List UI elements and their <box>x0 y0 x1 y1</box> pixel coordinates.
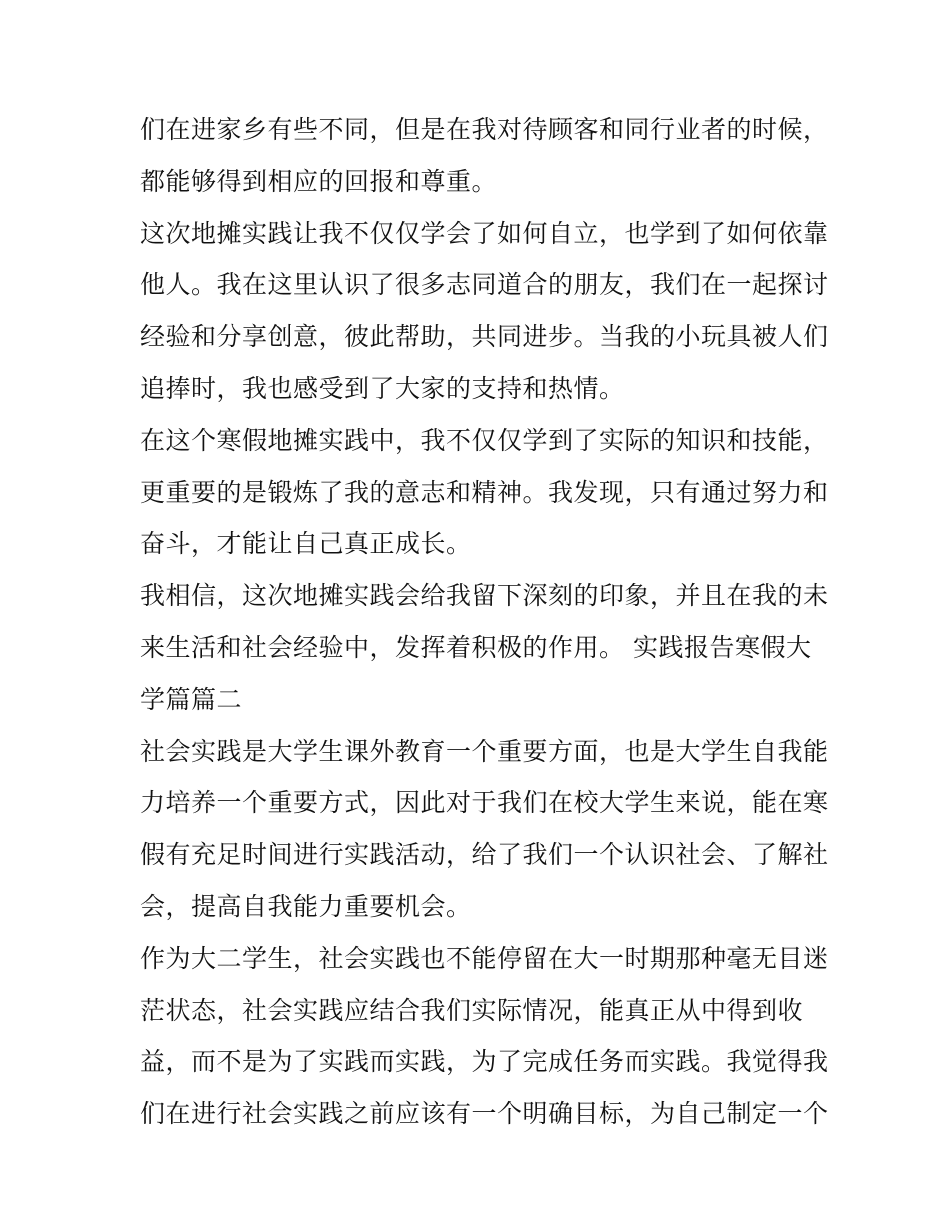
text-line: 这次地摊实践让我不仅仅学会了如何自立，也学到了如何依靠 <box>140 218 829 248</box>
text-line: 假有充足时间进行实践活动，给了我们一个认识社会、了解社 <box>140 840 829 870</box>
text-line: 追捧时，我也感受到了大家的支持和热情。 <box>140 373 625 403</box>
document-body <box>140 104 829 1140</box>
text-line: 们在进行社会实践之前应该有一个明确目标，为自己制定一个 <box>140 1099 829 1129</box>
text-line: 力培养一个重要方式，因此对于我们在校大学生来说，能在寒 <box>140 788 829 818</box>
text-line: 经验和分享创意，彼此帮助，共同进步。当我的小玩具被人们 <box>140 322 829 352</box>
text-line: 益，而不是为了实践而实践，为了完成任务而实践。我觉得我 <box>140 1047 829 1077</box>
text-line: 会，提高自我能力重要机会。 <box>140 891 472 921</box>
text-line: 来生活和社会经验中，发挥着积极的作用。 实践报告寒假大 <box>140 632 812 662</box>
text-line: 我相信，这次地摊实践会给我留下深刻的印象，并且在我的未 <box>140 581 829 611</box>
text-line: 学篇篇二 <box>140 684 243 714</box>
text-line: 奋斗，才能让自己真正成长。 <box>140 529 472 559</box>
text-line: 们在进家乡有些不同，但是在我对待顾客和同行业者的时候， <box>140 115 829 144</box>
text-line: 都能够得到相应的回报和尊重。 <box>140 166 498 196</box>
text-line: 在这个寒假地摊实践中，我不仅仅学到了实际的知识和技能， <box>140 425 829 455</box>
text-line: 茫状态，社会实践应结合我们实际情况，能真正从中得到收 <box>140 995 804 1025</box>
text-line: 社会实践是大学生课外教育一个重要方面，也是大学生自我能 <box>140 736 829 766</box>
text-line: 更重要的是锻炼了我的意志和精神。我发现，只有通过努力和 <box>140 477 829 507</box>
text-line: 他人。我在这里认识了很多志同道合的朋友，我们在一起探讨 <box>140 270 829 300</box>
text-line: 作为大二学生，社会实践也不能停留在大一时期那种毫无目迷 <box>140 943 829 973</box>
